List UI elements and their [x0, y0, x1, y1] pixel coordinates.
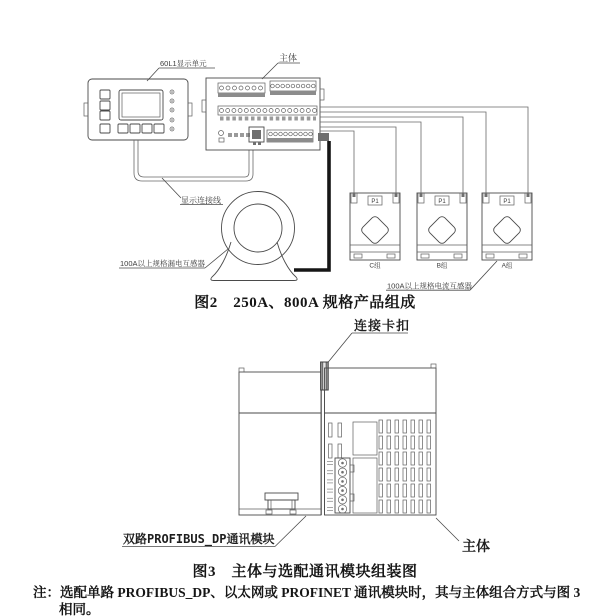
figure2-caption: 图2 250A、800A 规格产品组成 [194, 295, 416, 311]
note-line-2: 相同。 [59, 602, 100, 616]
figure3-diagram [0, 315, 610, 560]
vent-slots [379, 420, 431, 513]
phase-ct-group-b [417, 193, 467, 270]
ct-terminal-label: P1 [503, 199, 511, 205]
main-body-unit [202, 78, 329, 150]
ct-terminal-label: P1 [438, 199, 446, 205]
leakage-ct-wire [294, 141, 329, 270]
group-a-label: A组 [501, 262, 513, 270]
main-body-label: 主体 [279, 53, 298, 63]
comm-module [239, 368, 321, 515]
main-body-module [325, 364, 437, 515]
display-unit-callout [147, 58, 215, 81]
ct-wires [320, 107, 528, 193]
display-cable [134, 140, 253, 181]
terminal-text-marks [327, 462, 333, 511]
phase-ct-group-c [350, 193, 400, 270]
display-unit [84, 79, 192, 140]
clip-label: 连接卡扣 [354, 319, 411, 334]
group-c-label: C组 [369, 262, 381, 270]
phase-ct-group-a [482, 193, 532, 270]
display-cable-label: 显示连接线 [181, 196, 221, 205]
clip-callout [325, 318, 410, 366]
display-cable-callout [162, 178, 223, 205]
main-body-callout [262, 52, 300, 79]
group-b-label: B组 [436, 262, 448, 270]
comm-module-label: 双路PROFIBUS_DP通讯模块 [123, 532, 275, 546]
main-body-label-fig3: 主体 [462, 539, 490, 555]
led-column [170, 90, 174, 131]
leakage-ct-label: 100A以上规格漏电互感器 [120, 259, 206, 268]
main-body-callout-fig3 [436, 518, 490, 555]
terminal-block [327, 458, 354, 513]
figure3-caption: 图3 主体与选配通讯模块组装图 [192, 564, 418, 580]
comm-module-callout [122, 516, 306, 547]
phase-ct-label: 100A以上规格电流互感器 [387, 281, 473, 291]
ct-terminal-label: P1 [371, 199, 379, 205]
figure2-diagram [0, 45, 610, 291]
leakage-ct-callout [119, 249, 228, 268]
note-line-1: 注：选配单路 PROFIBUS_DP、以太网或 PROFINET 通讯模块时，其与主体组合方式与图 3 [33, 585, 581, 600]
leakage-ct [211, 192, 297, 281]
display-unit-label: 60L1显示单元 [160, 59, 207, 68]
